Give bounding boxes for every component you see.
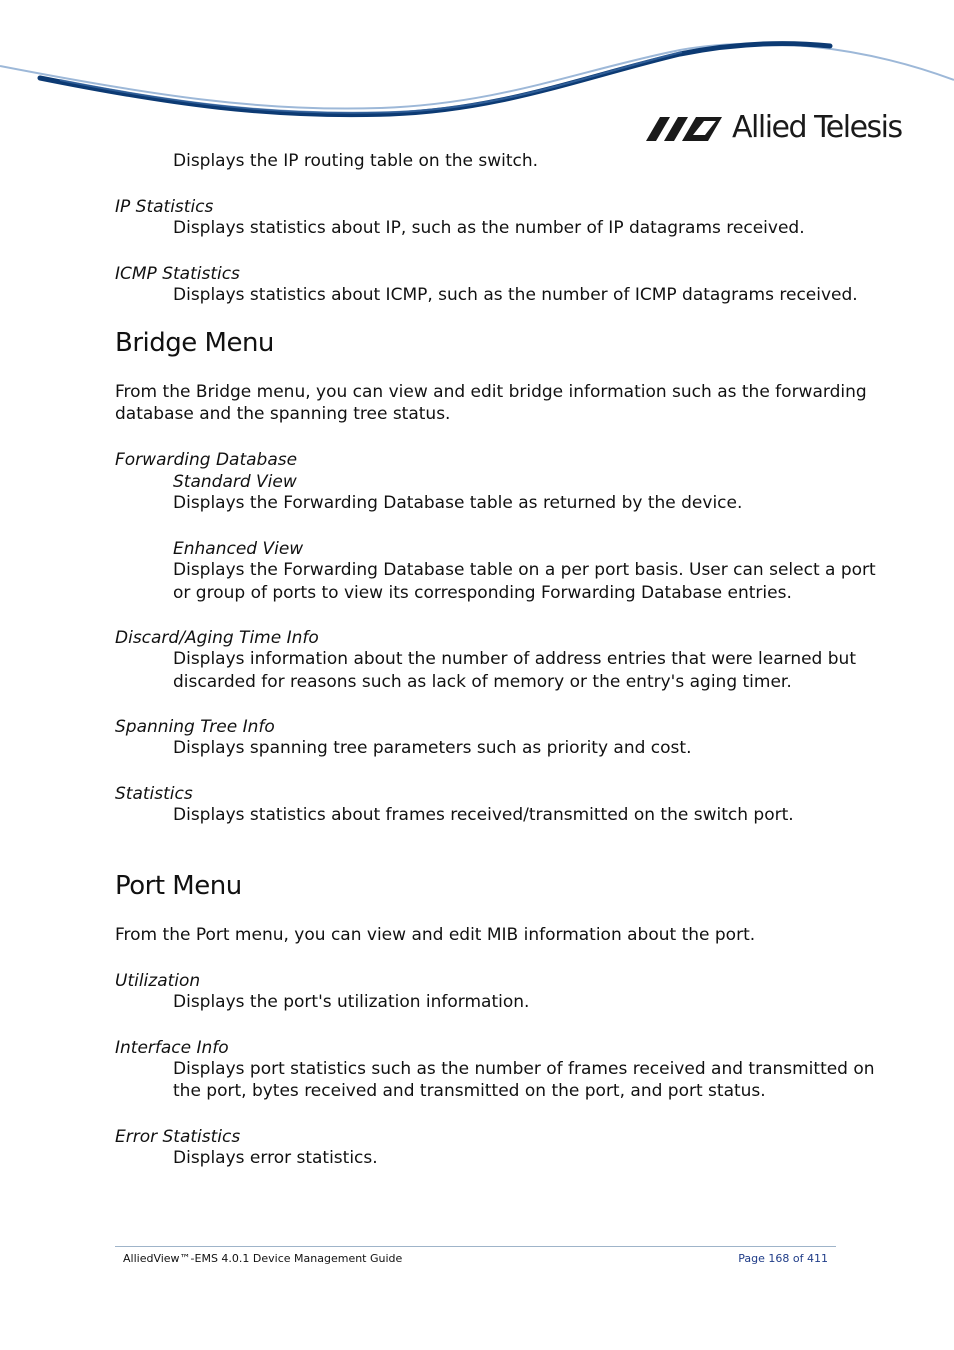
interface-info-description-line-1: Displays port statistics such as the number of frames received and transmitted on bbox=[173, 1059, 875, 1079]
logo-mark-icon bbox=[646, 113, 726, 143]
enhanced-view-description-line-1: Displays the Forwarding Database table on a per port basis. User can select a port bbox=[173, 560, 876, 580]
enhanced-view-description-line-2: or group of ports to view its corresponding Forwarding Database entries. bbox=[173, 583, 792, 603]
discard-aging-description-line-1: Displays information about the number of address entries that were learned but bbox=[173, 649, 856, 669]
bridge-statistics-description: Displays statistics about frames received/transmitted on the switch port. bbox=[173, 805, 794, 825]
icmp-statistics-term: ICMP Statistics bbox=[115, 264, 240, 284]
ip-statistics-term: IP Statistics bbox=[115, 197, 214, 217]
routing-table-description: Displays the IP routing table on the switch. bbox=[173, 151, 539, 171]
bridge-intro-line-2: database and the spanning tree status. bbox=[115, 404, 451, 424]
bridge-statistics-term: Statistics bbox=[115, 784, 193, 804]
ip-statistics-description: Displays statistics about IP, such as the number of IP datagrams received. bbox=[173, 218, 805, 238]
interface-info-description-line-2: the port, bytes received and transmitted on the port, and port status. bbox=[173, 1081, 766, 1101]
discard-aging-term: Discard/Aging Time Info bbox=[115, 628, 319, 648]
utilization-description: Displays the port's utilization information. bbox=[173, 992, 530, 1012]
discard-aging-description-line-2: discarded for reasons such as lack of memory or the entry's aging timer. bbox=[173, 672, 792, 692]
enhanced-view-term: Enhanced View bbox=[173, 539, 304, 559]
bridge-menu-heading: Bridge Menu bbox=[115, 328, 274, 358]
bridge-intro-line-1: From the Bridge menu, you can view and edit bridge information such as the forwarding bbox=[115, 382, 867, 402]
footer-divider bbox=[115, 1246, 836, 1247]
icmp-statistics-description: Displays statistics about ICMP, such as the number of ICMP datagrams received. bbox=[173, 285, 858, 305]
standard-view-term: Standard View bbox=[173, 472, 297, 492]
interface-info-term: Interface Info bbox=[115, 1038, 229, 1058]
error-statistics-description: Displays error statistics. bbox=[173, 1148, 378, 1168]
port-intro: From the Port menu, you can view and edit MIB information about the port. bbox=[115, 925, 756, 945]
spanning-tree-description: Displays spanning tree parameters such as priority and cost. bbox=[173, 738, 692, 758]
utilization-term: Utilization bbox=[115, 971, 201, 991]
footer-document-title: AlliedView™-EMS 4.0.1 Device Management Guide bbox=[123, 1252, 403, 1265]
port-menu-heading: Port Menu bbox=[115, 871, 242, 901]
standard-view-description: Displays the Forwarding Database table as returned by the device. bbox=[173, 493, 743, 513]
forwarding-database-term: Forwarding Database bbox=[115, 450, 298, 470]
error-statistics-term: Error Statistics bbox=[115, 1127, 241, 1147]
logo-text: Allied Telesis bbox=[732, 110, 902, 145]
footer-page-number: Page 168 of 411 bbox=[738, 1252, 828, 1265]
spanning-tree-term: Spanning Tree Info bbox=[115, 717, 275, 737]
allied-telesis-logo bbox=[646, 110, 902, 146]
